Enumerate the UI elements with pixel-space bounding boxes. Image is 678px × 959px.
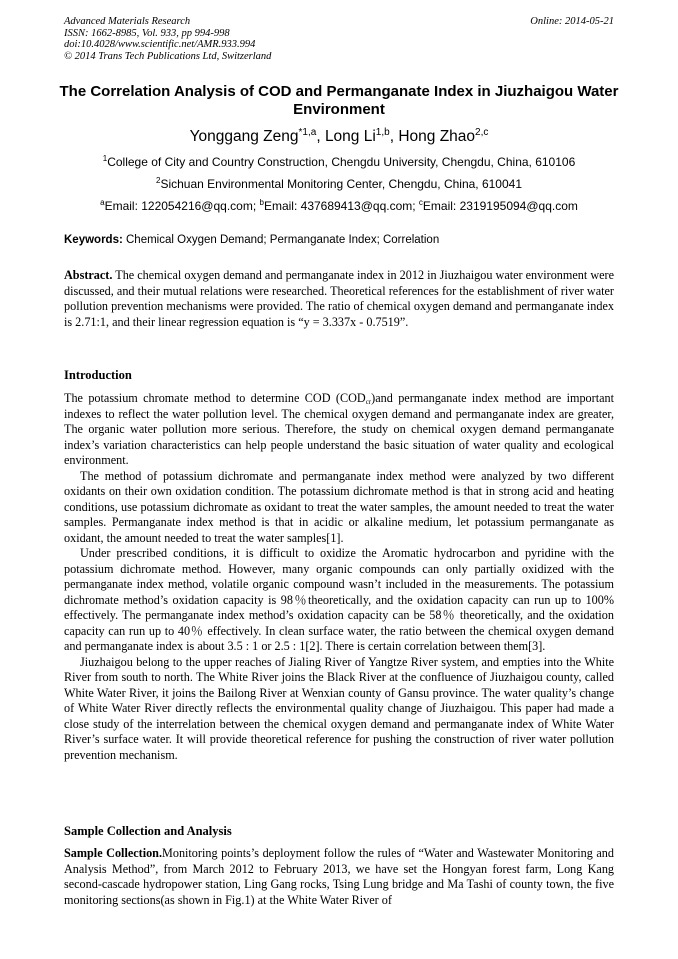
email-b: Email: 437689413@qq.com;: [263, 199, 419, 213]
intro-paragraph-3: Under prescribed conditions, it is difficult to oxidize the Aromatic hydrocarbon and pyridine with the potassium dichromate method. However, many organic compounds can only partially oxidized with the permanganate index method, volatile organic compound wasn’t included in the measurements. The potassium dichromate method’s oxidation capacity is 98％theoretically, and the oxidation capacity can run up to 100% effectively. The permanganate index method’s oxidation capacity can be 58％ theoretically, and the oxidation capacity can run up to 40％ effectively. In clean surface water, the ratio between the chemical oxygen demand and permanganate index is about 3.5 : 1 or 2.5 : 1[2]. There is certain correlation between them[3].: [64, 546, 614, 653]
email-sup: a: [100, 198, 105, 207]
email-sup: b: [259, 198, 264, 207]
email-sup: c: [418, 198, 423, 207]
email-c: Email: 2319195094@qq.com: [422, 199, 578, 213]
affiliation-text: Sichuan Environmental Monitoring Center, Chengdu, China, 610041: [160, 177, 523, 191]
affiliation-sup: 1: [102, 154, 108, 163]
cod-subscript: cr: [365, 398, 372, 406]
abstract: [64, 268, 614, 330]
affiliation-2: [40, 177, 638, 191]
affiliation-sup: 2: [155, 176, 161, 185]
author-sup: 2,c: [475, 127, 489, 138]
abstract-label: Abstract.: [64, 268, 113, 282]
author-sup: *1,a: [298, 127, 317, 138]
issn-line: ISSN: 1662-8985, Vol. 933, pp 994-998: [64, 27, 230, 39]
keywords-text: Chemical Oxygen Demand; Permanganate Index; Correlation: [122, 234, 440, 246]
sample-heading: Sample Collection and Analysis: [64, 824, 232, 838]
author-name: Long Li: [324, 128, 376, 145]
author-sep: ,: [389, 128, 399, 145]
keywords-label: Keywords:: [64, 234, 123, 246]
email-a: Email: 122054216@qq.com;: [104, 199, 260, 213]
introduction-heading: Introduction: [64, 368, 132, 382]
author-sep: ,: [316, 128, 325, 145]
intro-p1-text-cont: )and permanganate index method are important indexes to reflect the water pollution level. The chemical oxygen demand and permanganate index are greater, The organic water pollution more serious. Therefore, the study on chemical oxygen demand permanganate index’s variation characteristics can help people understand the basic situation of water quality and ecological environment.: [64, 391, 614, 467]
author-name: Yonggang Zeng: [189, 128, 299, 145]
online-date: Online: 2014-05-21: [530, 16, 614, 27]
sample-body: [64, 846, 614, 908]
sample-text: Monitoring points’s deployment follow the rules of “Water and Wastewater Monitoring and Analysis Method”, from March 2012 to February 2013, we have set the Hongyan forest farm, Long Kang second-cascade hydropower station, Ling Gang rocks, Tsing Lung bridge and Ma Tashi of county town, the five monitoring sections(as shown in Fig.1) at the White Water River of: [64, 846, 614, 907]
intro-p1-text: The potassium chromate method to determine COD (COD: [64, 391, 366, 405]
intro-paragraph-2: The method of potassium dichromate and permanganate index method were analyzed by two different oxidants on their own oxidation condition. The potassium dichromate method is that in strong acid and heating conditions, use potassium dichromate as oxidant to treat the water samples, the amount needed to treat the water samples. Permanganate index method is that in acidic or alkaline medium, let potassium permanganate as oxidant, the amount needed to treat the water samples[1].: [64, 468, 614, 545]
sample-label: Sample Collection.: [64, 846, 163, 860]
author-list: [40, 128, 638, 146]
paper-title: The Correlation Analysis of COD and Permanganate Index in Jiuzhaigou Water Environment: [59, 83, 619, 118]
journal-header: [64, 16, 271, 62]
affiliation-1: [40, 155, 638, 169]
intro-paragraph-4: Jiuzhaigou belong to the upper reaches of Jialing River of Yangtze River system, and empties into the White River from south to north. The White River joins the Black River at the confluence of Jiuzhaigou county, called White Water River, it joins the Bailong River at Wenxian county of Gansu province. The water quality’s change of White Water River directly reflects the environmental quality change of Jiuzhaigou. This paper had made a close study of the interrelation between the chemical oxygen demand and permanganate index of White Water River’s surface water. It will provide theoretical reference for pushing the construction of river water pollution prevention mechanism.: [64, 654, 614, 762]
journal-name: Advanced Materials Research: [64, 16, 191, 27]
introduction-body: [64, 391, 614, 763]
email-line: [40, 199, 638, 213]
doi-line: doi:10.4028/www.scientific.net/AMR.933.994: [64, 39, 256, 51]
copyright-line: © 2014 Trans Tech Publications Ltd, Switzerland: [64, 50, 272, 62]
affiliation-text: College of City and Country Construction, Chengdu University, Chengdu, China, 610106: [107, 155, 576, 169]
abstract-text: The chemical oxygen demand and permanganate index in 2012 in Jiuzhaigou water environment were discussed, and their mutual relations were researched. Theoretical references for the establishment of river water pollution prevention mechanisms were provided. The ratio of chemical oxygen demand and permanganate index is 2.71:1, and their linear regression equation is “y = 3.337x - 0.7519”.: [64, 268, 614, 329]
author-sup: 1,b: [375, 127, 390, 138]
author-name: Hong Zhao: [398, 128, 476, 145]
intro-paragraph-1: [64, 391, 614, 469]
keywords: [64, 234, 614, 246]
